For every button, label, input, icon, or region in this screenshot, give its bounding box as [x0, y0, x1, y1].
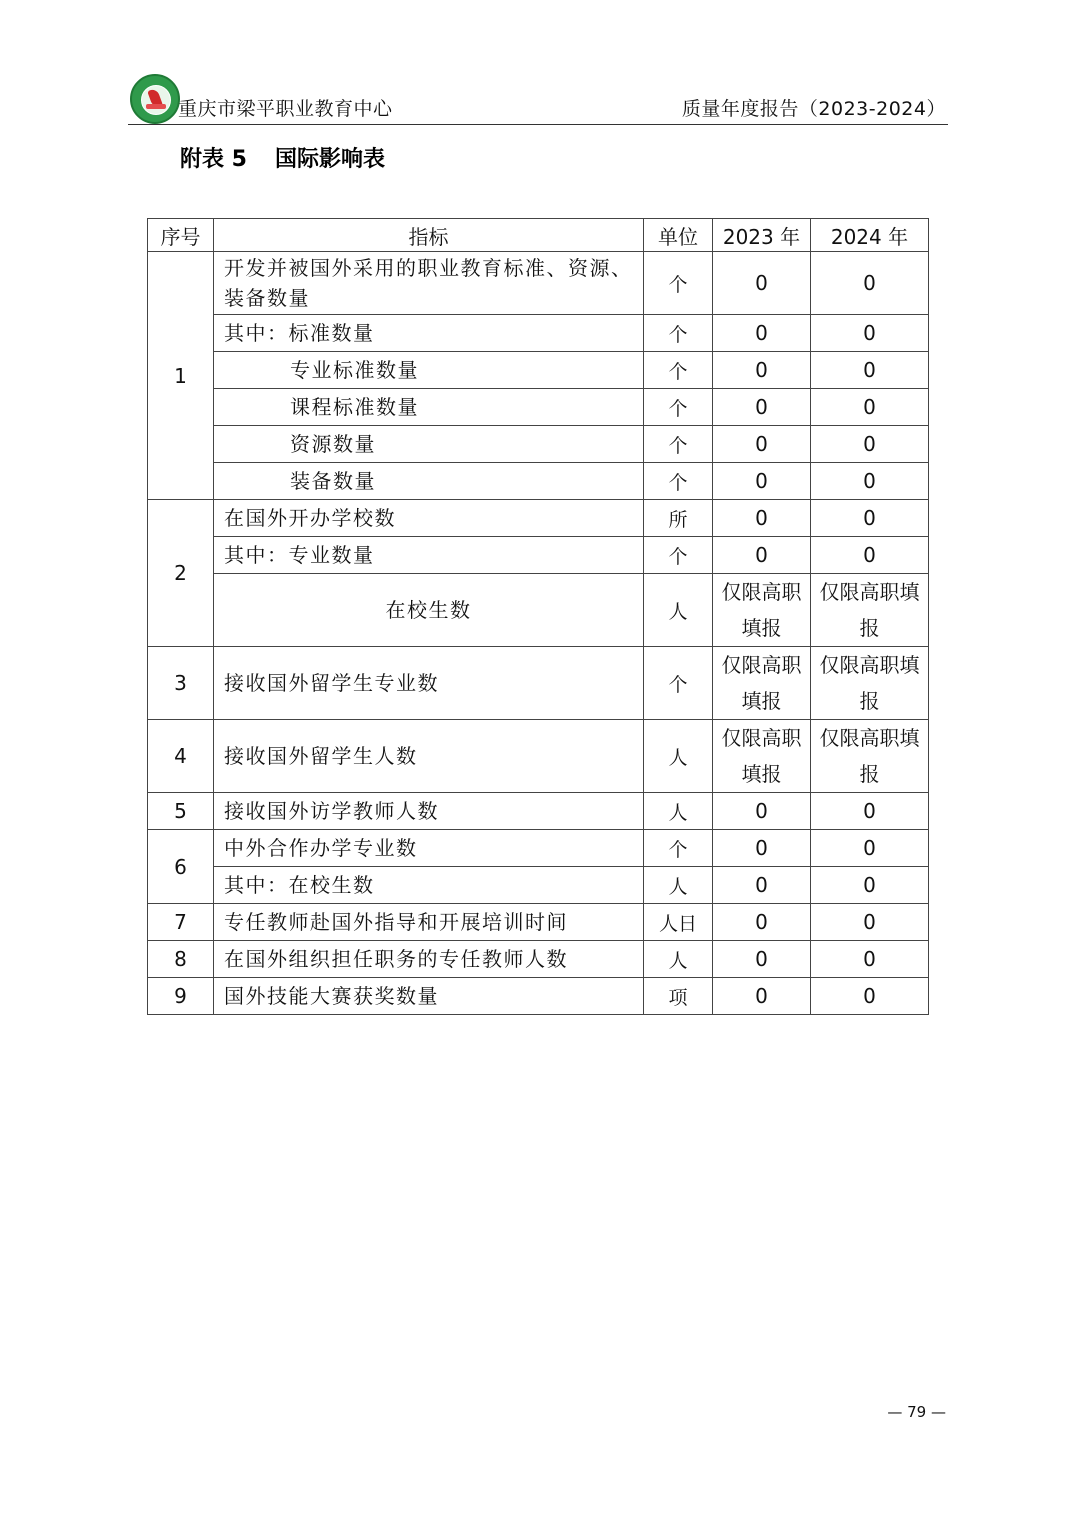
- header-seq: 序号: [148, 219, 214, 252]
- indicator-cell: 在校生数: [214, 574, 644, 647]
- table-name: 国际影响表: [274, 147, 385, 172]
- seq-cell: 6: [148, 830, 214, 904]
- value-2023-cell: 0: [713, 978, 811, 1015]
- table-row: [148, 720, 929, 793]
- page-number: — 79 —: [887, 1403, 946, 1421]
- value-2023-cell: 仅限高职填报: [713, 647, 811, 720]
- value-2024-cell: 仅限高职填报: [811, 647, 929, 720]
- indicator-cell: 国外技能大赛获奖数量: [214, 978, 644, 1015]
- header-indicator: 指标: [214, 219, 644, 252]
- value-2023-cell: 0: [713, 500, 811, 537]
- indicator-cell: 中外合作办学专业数: [214, 830, 644, 867]
- unit-cell: 个: [644, 252, 713, 315]
- value-2023-cell: 0: [713, 252, 811, 315]
- value-2024-cell: 0: [811, 978, 929, 1015]
- indicator-cell: 课程标准数量: [214, 389, 644, 426]
- value-2023-cell: 0: [713, 941, 811, 978]
- value-2023-cell: 0: [713, 793, 811, 830]
- value-2024-cell: 0: [811, 389, 929, 426]
- international-influence-table: [147, 218, 929, 1015]
- indicator-cell: 接收国外留学生人数: [214, 720, 644, 793]
- table-row: [148, 941, 929, 978]
- seq-cell: 3: [148, 647, 214, 720]
- unit-cell: 个: [644, 426, 713, 463]
- table-row: [148, 830, 929, 867]
- table-row: [148, 904, 929, 941]
- indicator-cell: 开发并被国外采用的职业教育标准、资源、装备数量: [214, 252, 644, 315]
- header-unit: 单位: [644, 219, 713, 252]
- seq-cell: 5: [148, 793, 214, 830]
- table-row: [148, 537, 929, 574]
- value-2024-cell: 仅限高职填报: [811, 720, 929, 793]
- value-2023-cell: 仅限高职填报: [713, 720, 811, 793]
- table-row: [148, 978, 929, 1015]
- seq-cell: 9: [148, 978, 214, 1015]
- value-2024-cell: 0: [811, 793, 929, 830]
- report-title: 质量年度报告（2023-2024）: [681, 98, 946, 120]
- value-2023-cell: 仅限高职填报: [713, 574, 811, 647]
- indicator-cell: 装备数量: [214, 463, 644, 500]
- value-2024-cell: 0: [811, 426, 929, 463]
- value-2024-cell: 0: [811, 500, 929, 537]
- indicator-cell: 资源数量: [214, 426, 644, 463]
- table-row: [148, 867, 929, 904]
- table-row: [148, 252, 929, 315]
- unit-cell: 人: [644, 720, 713, 793]
- value-2023-cell: 0: [713, 426, 811, 463]
- value-2023-cell: 0: [713, 352, 811, 389]
- table-row: [148, 352, 929, 389]
- unit-cell: 个: [644, 315, 713, 352]
- unit-cell: 个: [644, 352, 713, 389]
- value-2024-cell: 0: [811, 537, 929, 574]
- seq-cell: 7: [148, 904, 214, 941]
- unit-cell: 人: [644, 941, 713, 978]
- page-title: [180, 142, 385, 173]
- unit-cell: 项: [644, 978, 713, 1015]
- unit-cell: 人: [644, 574, 713, 647]
- header-2024: 2024 年: [811, 219, 929, 252]
- indicator-cell: 专任教师赴国外指导和开展培训时间: [214, 904, 644, 941]
- value-2023-cell: 0: [713, 867, 811, 904]
- appendix-label: 附表 5: [180, 147, 247, 172]
- indicator-cell: 在国外开办学校数: [214, 500, 644, 537]
- unit-cell: 个: [644, 389, 713, 426]
- value-2023-cell: 0: [713, 537, 811, 574]
- unit-cell: 人: [644, 793, 713, 830]
- value-2024-cell: 0: [811, 830, 929, 867]
- seq-cell: 1: [148, 252, 214, 500]
- seq-cell: 4: [148, 720, 214, 793]
- value-2023-cell: 0: [713, 830, 811, 867]
- school-name: 重庆市梁平职业教育中心: [178, 98, 393, 120]
- value-2024-cell: 0: [811, 941, 929, 978]
- indicator-cell: 其中：标准数量: [214, 315, 644, 352]
- header-2023: 2023 年: [713, 219, 811, 252]
- unit-cell: 人日: [644, 904, 713, 941]
- seq-cell: 8: [148, 941, 214, 978]
- value-2024-cell: 0: [811, 352, 929, 389]
- value-2024-cell: 0: [811, 315, 929, 352]
- indicator-cell: 接收国外访学教师人数: [214, 793, 644, 830]
- unit-cell: 个: [644, 647, 713, 720]
- value-2024-cell: 0: [811, 867, 929, 904]
- unit-cell: 所: [644, 500, 713, 537]
- value-2023-cell: 0: [713, 389, 811, 426]
- unit-cell: 个: [644, 537, 713, 574]
- school-logo: [130, 74, 180, 124]
- unit-cell: 人: [644, 867, 713, 904]
- indicator-cell: 在国外组织担任职务的专任教师人数: [214, 941, 644, 978]
- indicator-cell: 接收国外留学生专业数: [214, 647, 644, 720]
- table-row: [148, 500, 929, 537]
- seq-cell: 2: [148, 500, 214, 647]
- table-row: [148, 389, 929, 426]
- table-row: [148, 463, 929, 500]
- table-row: [148, 315, 929, 352]
- indicator-cell: 其中：在校生数: [214, 867, 644, 904]
- value-2024-cell: 0: [811, 463, 929, 500]
- unit-cell: 个: [644, 463, 713, 500]
- table-row: [148, 647, 929, 720]
- value-2023-cell: 0: [713, 315, 811, 352]
- table-row: [148, 426, 929, 463]
- table-header-row: [148, 219, 929, 252]
- value-2024-cell: 0: [811, 904, 929, 941]
- indicator-cell: 专业标准数量: [214, 352, 644, 389]
- value-2023-cell: 0: [713, 904, 811, 941]
- table-row: [148, 574, 929, 647]
- table-row: [148, 793, 929, 830]
- value-2023-cell: 0: [713, 463, 811, 500]
- unit-cell: 个: [644, 830, 713, 867]
- page-header: [128, 70, 948, 125]
- value-2024-cell: 仅限高职填报: [811, 574, 929, 647]
- indicator-cell: 其中：专业数量: [214, 537, 644, 574]
- value-2024-cell: 0: [811, 252, 929, 315]
